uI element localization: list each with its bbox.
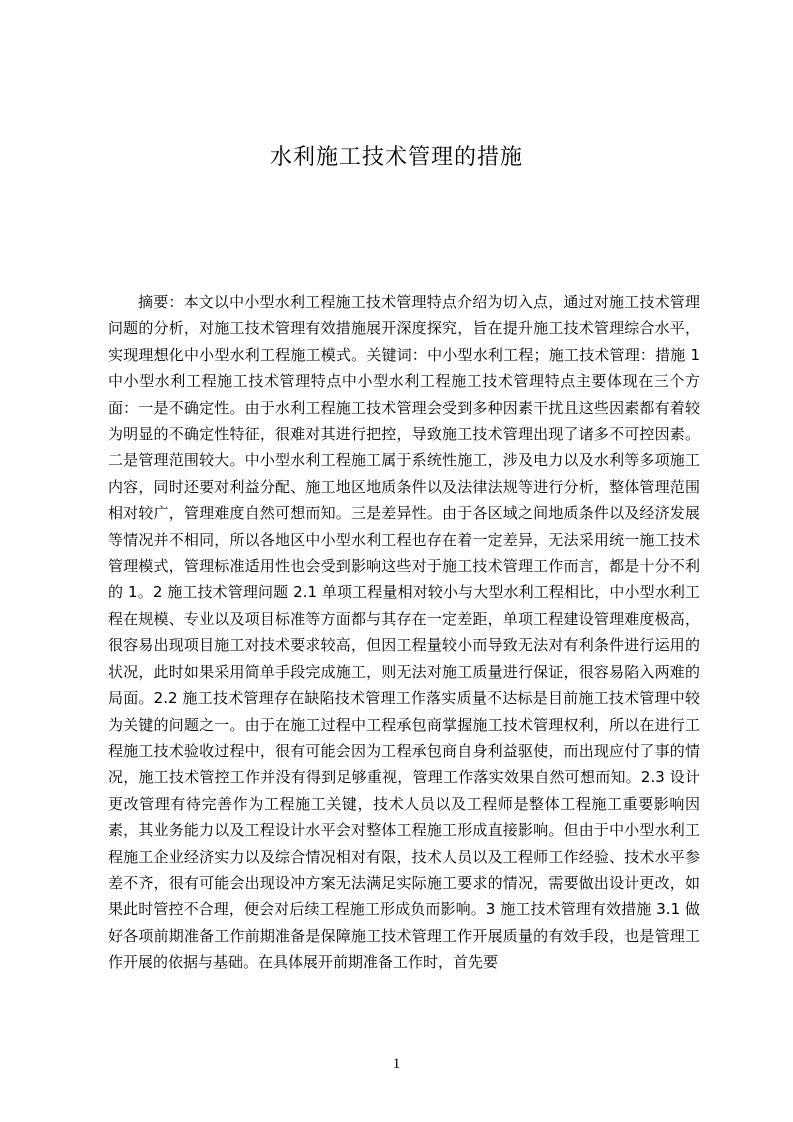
document-body-text: 摘要：本文以中小型水利工程施工技术管理特点介绍为切入点，通过对施工技术管理问题的分析，对施工技术管理有效措施展开深度探究，旨在提升施工技术管理综合水平，实现理想化中小型水利工程施工模式。关键词：中小型水利工程；施工技术管理：措施 1 中小型水利工程施工技术管理特点中小型水利工程施工技术管理特点主要体现在三个方面：一是不确定性。由于水利工程施工技术管理会受到多种因素干扰且这些因素都有着较为明显的不确定性特征，很难对其进行把控，导致施工技术管理出现了诸多不可控因素。二是管理范围较大。中小型水利工程施工属于系统性施工，涉及电力以及水利等多项施工内容，同时还要对利益分配、施工地区地质条件以及法律法规等进行分析，整体管理范围相对较广，管理难度自然可想而知。三是差异性。由于各区域之间地质条件以及经济发展等情况并不相同，所以各地区中小型水利工程也存在着一定差异，无法采用统一施工技术管理模式，管理标准适用性也会受到影响这些对于施工技术管理工作而言，都是十分不利的 1。2 施工技术管理问题 2.1 单项工程量相对较小与大型水利工程相比，中小型水利工程在规模、专业以及项目标准等方面都与其存在一定差距，单项工程建设管理难度极高，很容易出现项目施工对技术要求较高，但因工程量较小而导致无法对有利条件进行运用的状况，此时如果采用简单手段完成施工，则无法对施工质量进行保证，很容易陷入两难的局面。2.2 施工技术管理存在缺陷技术管理工作落实质量不达标是目前施工技术管理中较为关键的问题之一。由于在施工过程中工程承包商掌握施工技术管理权利，所以在进行工程施工技术验收过程中，很有可能会因为工程承包商自身利益驱使，而出现应付了事的情况，施工技术管控工作并没有得到足够重视，管理工作落实效果自然可想而知。2.3 设计更改管理有待完善作为工程施工关键，技术人员以及工程师是整体工程施工重要影响因素，其业务能力以及工程设计水平会对整体工程施工形成直接影响。但由于中小型水利工程施工企业经济实力以及综合情况相对有限，技术人员以及工程师工作经验、技术水平参差不齐，很有可能会出现设冲方案无法满足实际施工要求的情况，需要做出设计更改，如果此时管控不合理，便会对后续工程施工形成负而影响。3 施工技术管理有效措施 3.1 做好各项前期准备工作前期准备是保障施工技术管理工作开展质量的有效手段，也是管理工作开展的依据与基础。在具体展开前期准备工作时，首先要 [108, 293, 700, 972]
document-title: 水利施工技术管理的措施 [269, 145, 523, 170]
page-number: 1 [392, 1056, 401, 1072]
